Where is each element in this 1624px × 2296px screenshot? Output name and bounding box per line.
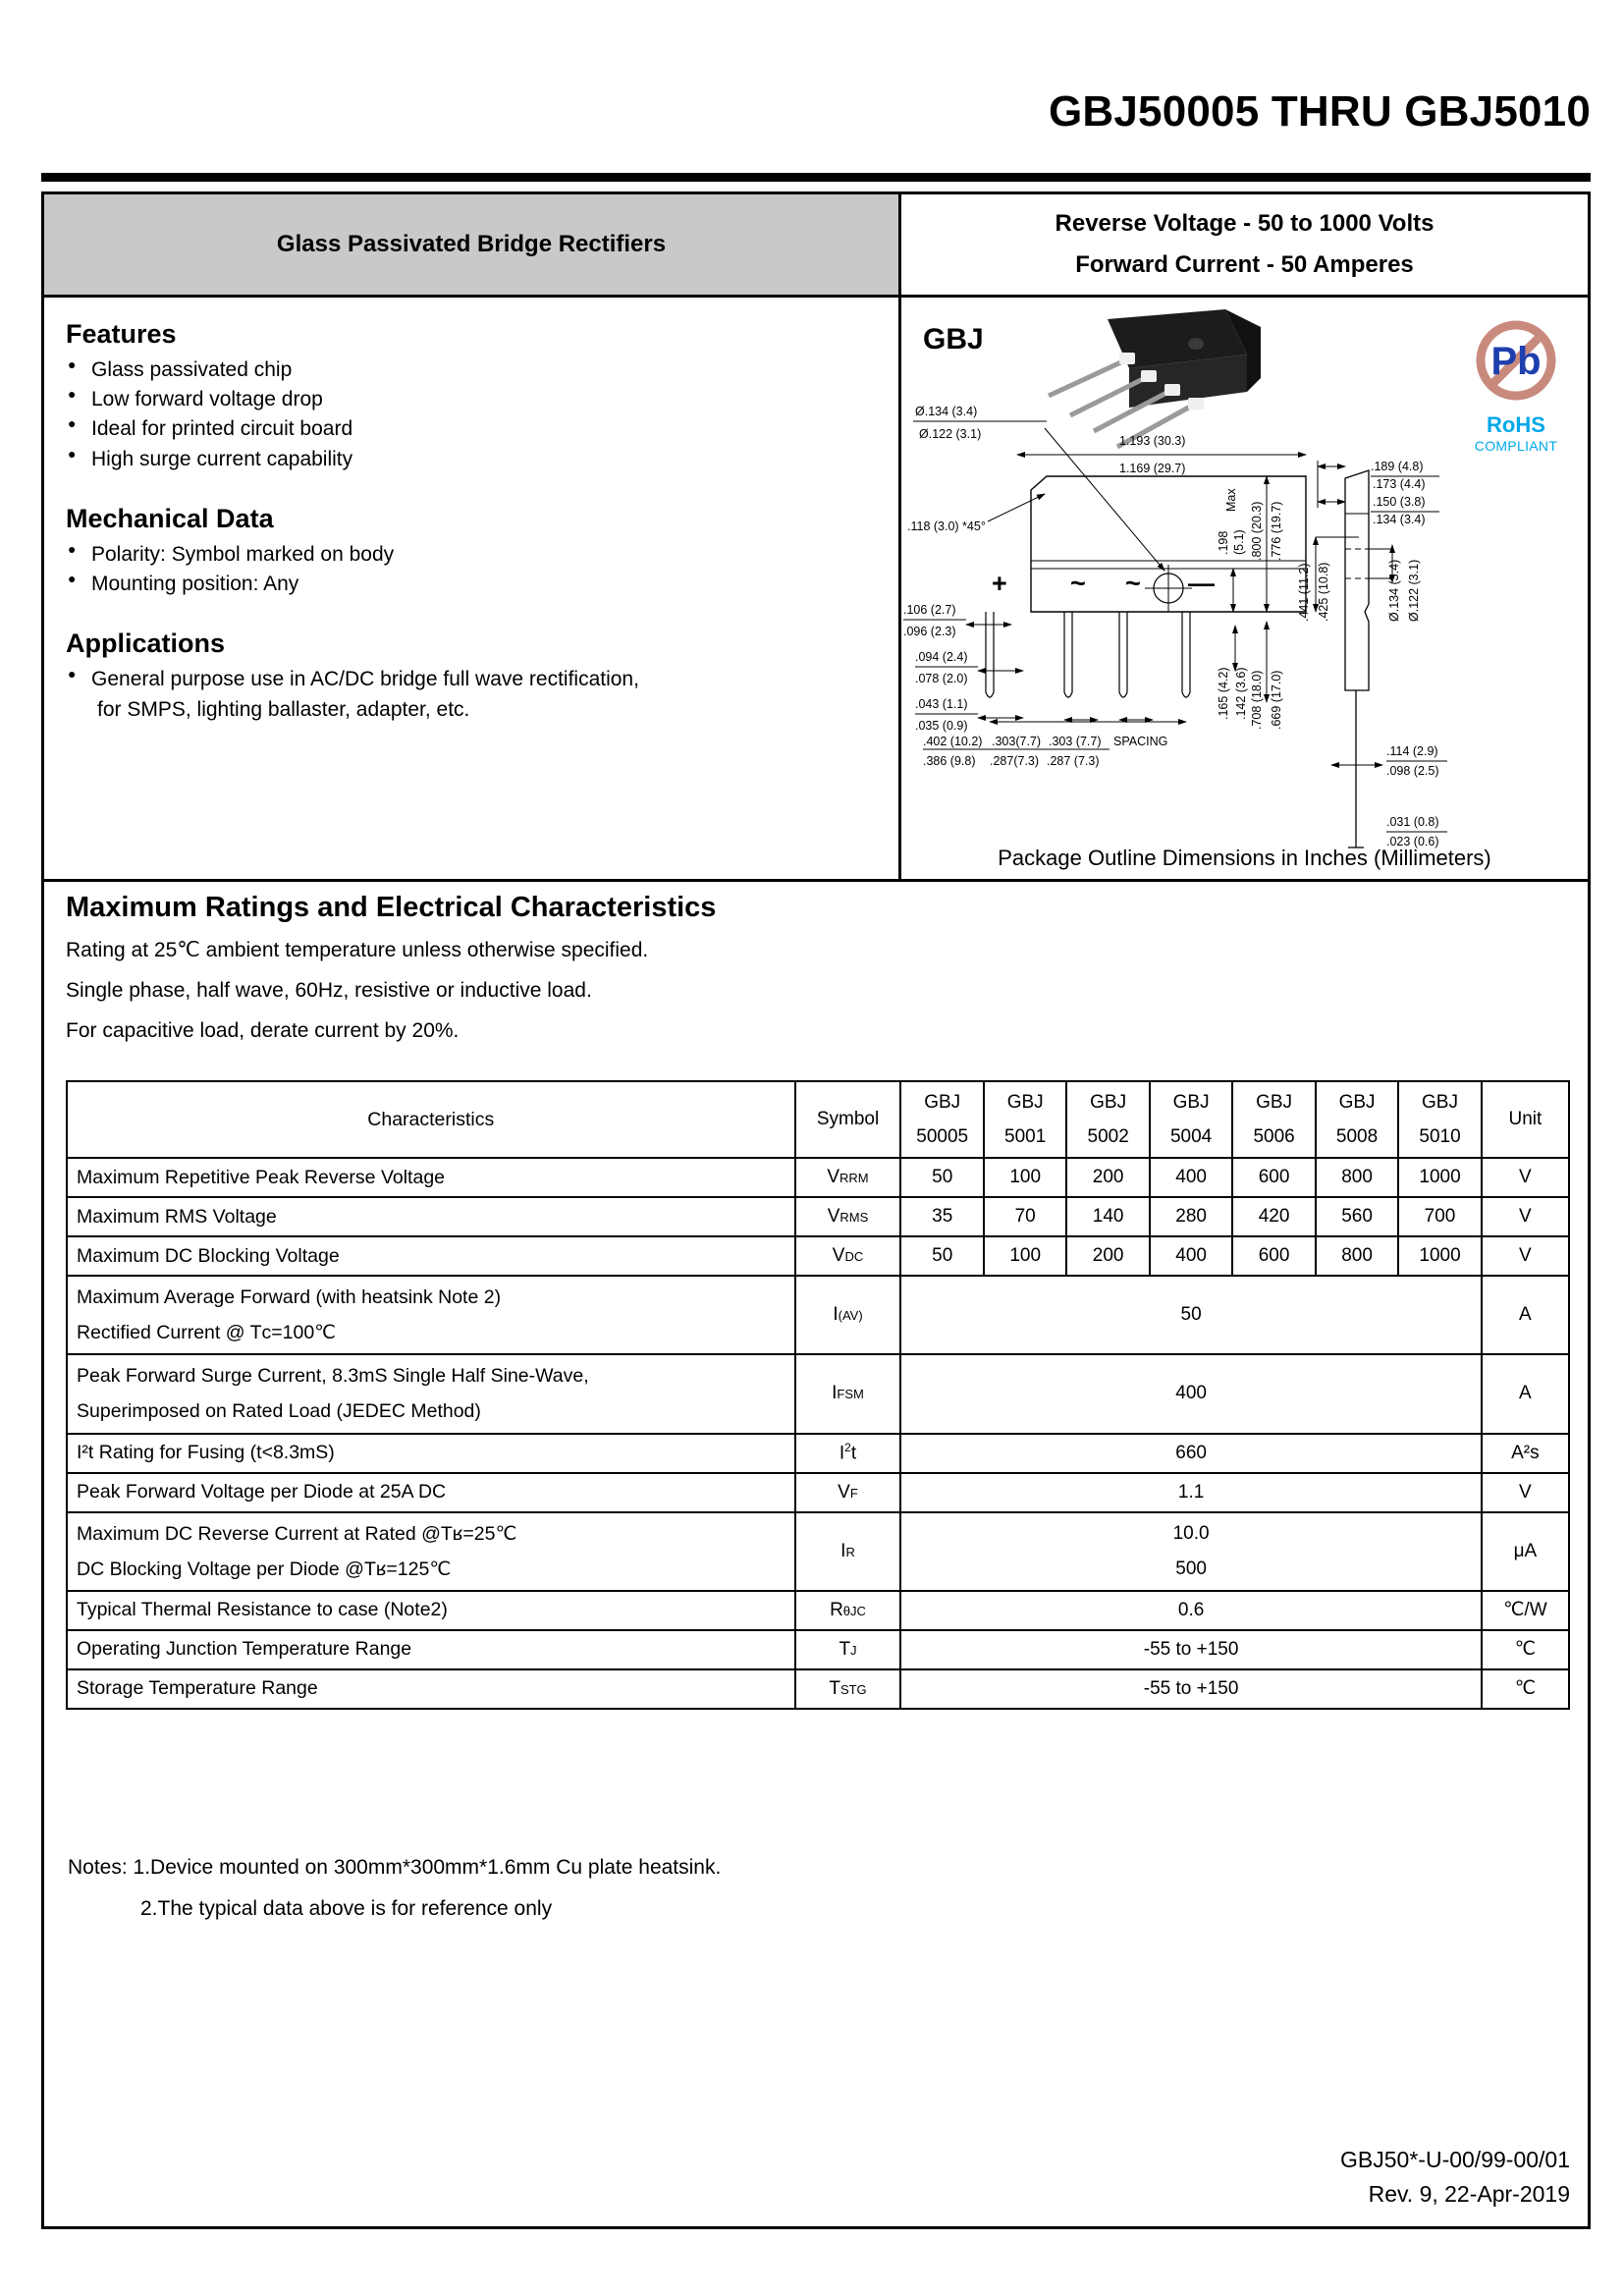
row-value: 100 <box>984 1236 1066 1276</box>
dim-chamfer: .118 (3.0) *45° <box>907 519 986 533</box>
dim-lead-w-bot: .096 (2.3) <box>903 625 956 638</box>
note-1: Notes: 1.Device mounted on 300mm*300mm*1.6mm Cu plate heatsink. <box>68 1856 722 1879</box>
row-symbol: VF <box>795 1473 901 1512</box>
dim-r134: .134 (3.4) <box>1373 513 1426 526</box>
dim-lead-w-top: .106 (2.7) <box>903 603 956 617</box>
row-value: 200 <box>1066 1236 1149 1276</box>
dim-r173: .173 (4.4) <box>1373 477 1426 491</box>
row-symbol: VDC <box>795 1236 901 1276</box>
row-value: 50 <box>900 1158 983 1197</box>
table-row <box>67 1630 1569 1669</box>
dim-sp1-top: .402 (10.2) <box>923 735 983 748</box>
document-code: GBJ50*-U-00/99-00/01 <box>1340 2146 1570 2172</box>
dim-lead-s-bot: .035 (0.9) <box>915 719 968 733</box>
row-value: 280 <box>1150 1197 1232 1236</box>
row-unit: A <box>1482 1354 1569 1433</box>
row-value: 100 <box>984 1158 1066 1197</box>
list-item: ● Low forward voltage drop <box>68 385 898 414</box>
table-header-row <box>67 1081 1569 1158</box>
dim-width-776: .776 (19.7) <box>1270 501 1283 561</box>
row-unit: A <box>1482 1276 1569 1354</box>
row-value: 1000 <box>1398 1236 1481 1276</box>
col-unit: Unit <box>1482 1081 1569 1158</box>
row-value: 35 <box>900 1197 983 1236</box>
dim-h165: .165 (4.2) <box>1217 667 1230 720</box>
row-value: 600 <box>1232 1236 1315 1276</box>
ratings-note-2: Single phase, half wave, 60Hz, resistive or inductive load. <box>66 979 592 1002</box>
table-row <box>67 1473 1569 1512</box>
features-column <box>44 298 901 879</box>
row-characteristic: Maximum DC Reverse Current at Rated @Tʁ=25℃ DC Blocking Voltage per Diode @Tʁ=125℃ <box>67 1512 795 1591</box>
row-symbol: I(AV) <box>795 1276 901 1354</box>
col-part-5006: GBJ 5006 <box>1232 1081 1315 1158</box>
row-characteristic: I²t Rating for Fusing (t<8.3mS) <box>67 1434 795 1473</box>
row-merged-value: 10.0 500 <box>900 1512 1481 1591</box>
row-unit: A²s <box>1482 1434 1569 1473</box>
dim-b023: .023 (0.6) <box>1386 835 1439 848</box>
table-row <box>67 1434 1569 1473</box>
dim-b031: .031 (0.8) <box>1386 815 1439 829</box>
dim-h441: .441 (11.2) <box>1297 563 1311 622</box>
row-value: 420 <box>1232 1197 1315 1236</box>
svg-text:Pb: Pb <box>1490 340 1542 383</box>
page-title: GBJ50005 THRU GBJ5010 <box>1048 87 1591 136</box>
row-symbol: TSTG <box>795 1669 901 1709</box>
row-unit: V <box>1482 1197 1569 1236</box>
page-title-row <box>41 87 1591 136</box>
row-symbol: TJ <box>795 1630 901 1669</box>
dim-t114: .114 (2.9) <box>1386 744 1438 758</box>
row-characteristic: Operating Junction Temperature Range <box>67 1630 795 1669</box>
dim-length-top: 1.193 (30.3) <box>1119 434 1186 448</box>
row-unit: μA <box>1482 1512 1569 1591</box>
revision-info: Rev. 9, 22-Apr-2019 <box>1368 2181 1570 2208</box>
features-list <box>68 355 898 474</box>
row-characteristic: Peak Forward Voltage per Diode at 25A DC <box>67 1473 795 1512</box>
col-part-5004: GBJ 5004 <box>1150 1081 1232 1158</box>
dim-length-bot: 1.169 (29.7) <box>1119 462 1186 475</box>
dim-sp3-top: .303 (7.7) <box>1049 735 1102 748</box>
product-family-title: Glass Passivated Bridge Rectifiers <box>44 194 901 295</box>
row-merged-value: 400 <box>900 1354 1481 1433</box>
list-item: ● Mounting position: Any <box>68 570 898 599</box>
row-value: 400 <box>1150 1158 1232 1197</box>
row-unit: V <box>1482 1236 1569 1276</box>
row-value: 560 <box>1316 1197 1398 1236</box>
dim-hole-dia-top: Ø.134 (3.4) <box>915 405 978 418</box>
side-view <box>1345 470 1369 847</box>
notes-block <box>68 1856 1050 1921</box>
list-item: ● Ideal for printed circuit board <box>68 414 898 444</box>
reverse-voltage-spec: Reverse Voltage - 50 to 1000 Volts <box>1055 210 1435 237</box>
row-characteristic: Maximum RMS Voltage <box>67 1197 795 1236</box>
list-item: ● Glass passivated chip <box>68 355 898 385</box>
col-part-5001: GBJ 5001 <box>984 1081 1066 1158</box>
dim-pin-d-top: Ø.134 (3.4) <box>1387 559 1401 622</box>
row-value: 400 <box>1150 1236 1232 1276</box>
row-characteristic: Storage Temperature Range <box>67 1669 795 1709</box>
row-unit: ℃ <box>1482 1630 1569 1669</box>
row-merged-value: 50 <box>900 1276 1481 1354</box>
row-characteristic: Maximum Repetitive Peak Reverse Voltage <box>67 1158 795 1197</box>
row-value: 600 <box>1232 1158 1315 1197</box>
table-row <box>67 1354 1569 1433</box>
col-part-5002: GBJ 5002 <box>1066 1081 1149 1158</box>
dim-lead-t-bot: .078 (2.0) <box>915 672 968 685</box>
table-row <box>67 1512 1569 1591</box>
dim-h425: .425 (10.8) <box>1317 562 1330 622</box>
table-row <box>67 1197 1569 1236</box>
dim-h142: .142 (3.6) <box>1234 667 1248 720</box>
polarity-ac2: ~ <box>1125 569 1141 598</box>
content-frame <box>41 191 1591 2229</box>
col-characteristics: Characteristics <box>67 1081 795 1158</box>
title-rule <box>41 173 1591 182</box>
row-characteristic: Maximum Average Forward (with heatsink Note 2) Rectified Current @ Tᴄ=100℃ <box>67 1276 795 1354</box>
table-row <box>67 1591 1569 1630</box>
row-symbol: IR <box>795 1512 901 1591</box>
row-value: 700 <box>1398 1197 1481 1236</box>
list-item: ● High surge current capability <box>68 445 898 474</box>
row-symbol: VRRM <box>795 1158 901 1197</box>
dim-thk-51: (5.1) <box>1232 529 1246 555</box>
row-value: 800 <box>1316 1158 1398 1197</box>
row-value: 800 <box>1316 1236 1398 1276</box>
dim-sp2-top: .303(7.7) <box>992 735 1042 748</box>
dim-width-800: .800 (20.3) <box>1250 501 1264 561</box>
row-characteristic: Peak Forward Surge Current, 8.3mS Single Half Sine-Wave, Superimposed on Rated Load (JEDEC Method) <box>67 1354 795 1433</box>
dim-sp2-bot: .287(7.3) <box>990 754 1040 768</box>
row-characteristic: Typical Thermal Resistance to case (Note2) <box>67 1591 795 1630</box>
col-part-5008: GBJ 5008 <box>1316 1081 1398 1158</box>
row-unit: ℃ <box>1482 1669 1569 1709</box>
row-merged-value: 1.1 <box>900 1473 1481 1512</box>
row-symbol: VRMS <box>795 1197 901 1236</box>
mid-section <box>44 298 1588 882</box>
dim-max-label: Max <box>1224 488 1238 512</box>
row-value: 70 <box>984 1197 1066 1236</box>
list-item: ● General purpose use in AC/DC bridge full wave rectification, <box>68 665 898 694</box>
table-row <box>67 1158 1569 1197</box>
table-row <box>67 1236 1569 1276</box>
rohs-label: RoHS <box>1487 412 1545 437</box>
polarity-minus: — <box>1188 569 1215 598</box>
package-outline-drawing <box>901 298 1591 882</box>
ratings-intro <box>44 882 1588 1060</box>
row-symbol: IFSM <box>795 1354 901 1433</box>
polarity-plus: + <box>992 569 1007 598</box>
list-item: ● Polarity: Symbol marked on body <box>68 540 898 570</box>
dim-sp3-bot: .287 (7.3) <box>1047 754 1100 768</box>
row-unit: V <box>1482 1473 1569 1512</box>
header-specs <box>901 194 1588 295</box>
package-caption: Package Outline Dimensions in Inches (Millimeters) <box>998 846 1491 870</box>
row-value: 140 <box>1066 1197 1149 1236</box>
list-item: for SMPS, lighting ballaster, adapter, etc. <box>97 697 470 721</box>
dim-t098: .098 (2.5) <box>1386 764 1439 778</box>
dim-lead-s-top: .043 (1.1) <box>915 697 968 711</box>
dim-thk-198: .198 <box>1217 530 1230 555</box>
row-characteristic: Maximum DC Blocking Voltage <box>67 1236 795 1276</box>
header-band <box>44 194 1588 298</box>
specifications-table <box>66 1080 1570 1710</box>
col-part-50005: GBJ 50005 <box>900 1081 983 1158</box>
row-merged-value: -55 to +150 <box>900 1669 1481 1709</box>
col-part-5010: GBJ 5010 <box>1398 1081 1481 1158</box>
table-row <box>67 1669 1569 1709</box>
ratings-heading: Maximum Ratings and Electrical Characteristics <box>66 892 717 923</box>
applications-list <box>68 665 898 724</box>
row-unit: V <box>1482 1158 1569 1197</box>
row-merged-value: 660 <box>900 1434 1481 1473</box>
ratings-note-1: Rating at 25℃ ambient temperature unless otherwise specified. <box>66 939 649 961</box>
dim-r189: .189 (4.8) <box>1371 460 1424 473</box>
package-3d-illustration <box>1049 309 1261 447</box>
row-value: 50 <box>900 1236 983 1276</box>
note-2: 2.The typical data above is for reference only <box>140 1897 553 1920</box>
mechanical-heading: Mechanical Data <box>66 503 274 533</box>
row-unit: ℃/W <box>1482 1591 1569 1630</box>
features-heading: Features <box>66 319 177 349</box>
dim-r150: .150 (3.8) <box>1373 495 1426 509</box>
table-row <box>67 1276 1569 1354</box>
ratings-note-3: For capacitive load, derate current by 20%. <box>66 1019 460 1042</box>
polarity-ac1: ~ <box>1070 569 1086 598</box>
footer-block <box>1340 2143 1570 2213</box>
dim-spacing-label: SPACING <box>1113 735 1168 748</box>
row-value: 200 <box>1066 1158 1149 1197</box>
row-value: 1000 <box>1398 1158 1481 1197</box>
col-symbol: Symbol <box>795 1081 901 1158</box>
dim-h708: .708 (18.0) <box>1250 670 1264 730</box>
rohs-compliant-label: COMPLIANT <box>1474 438 1558 454</box>
spacer <box>66 599 898 629</box>
dim-h669: .669 (17.0) <box>1270 670 1283 730</box>
dim-lead-t-top: .094 (2.4) <box>915 650 968 664</box>
spacer <box>66 474 898 504</box>
row-symbol: RθJC <box>795 1591 901 1630</box>
package-label: GBJ <box>923 323 984 355</box>
forward-current-spec: Forward Current - 50 Amperes <box>1075 251 1414 278</box>
applications-heading: Applications <box>66 629 226 659</box>
dim-sp1-bot: .386 (9.8) <box>923 754 976 768</box>
dim-hole-dia-bot: Ø.122 (3.1) <box>919 427 982 441</box>
dim-pin-d-bot: Ø.122 (3.1) <box>1407 559 1421 622</box>
row-merged-value: -55 to +150 <box>900 1630 1481 1669</box>
mechanical-list <box>68 540 898 599</box>
row-merged-value: 0.6 <box>900 1591 1481 1630</box>
row-symbol: $I^2t$ <box>795 1434 901 1473</box>
package-drawing-column <box>901 298 1588 879</box>
